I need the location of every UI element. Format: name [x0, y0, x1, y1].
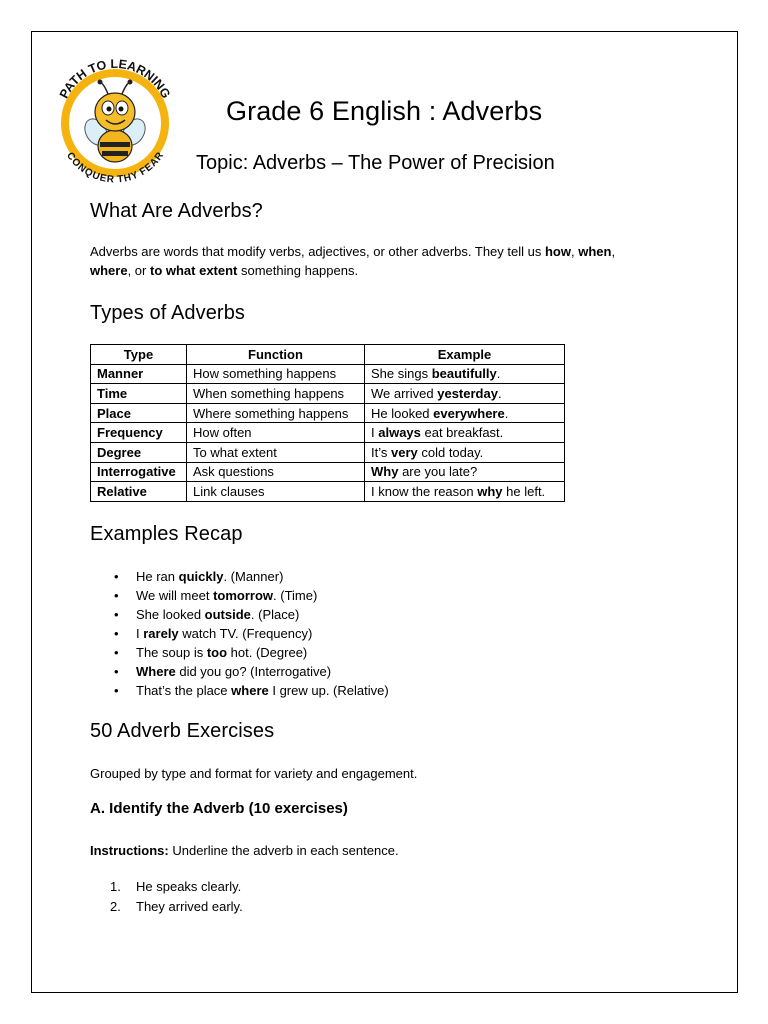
- table-row: [91, 403, 565, 423]
- table-row: [91, 423, 565, 443]
- list-item: 1. He speaks clearly.: [110, 879, 242, 894]
- type-cell: Frequency: [91, 423, 187, 443]
- logo-bottom-text: CONQUER THY FEAR: [64, 150, 166, 186]
- function-cell: Ask questions: [187, 462, 365, 482]
- type-cell: Relative: [91, 482, 187, 502]
- function-cell: How something happens: [187, 364, 365, 384]
- adverb-types-table: [90, 344, 565, 502]
- example-cell: He looked everywhere.: [365, 403, 565, 423]
- bee-logo: [48, 54, 182, 188]
- list-item: • She looked outside. (Place): [114, 605, 389, 624]
- type-cell: Interrogative: [91, 462, 187, 482]
- instructions-paragraph: Instructions: Underline the adverb in each sentence.: [90, 843, 399, 858]
- list-item: • The soup is too hot. (Degree): [114, 643, 389, 662]
- list-item: 2. They arrived early.: [110, 899, 243, 914]
- example-cell: Why are you late?: [365, 462, 565, 482]
- list-item: • He ran quickly. (Manner): [114, 567, 389, 586]
- example-cell: It’s very cold today.: [365, 442, 565, 462]
- type-cell: Manner: [91, 364, 187, 384]
- examples-recap-list: [114, 567, 389, 700]
- heading-adverb-exercises: 50 Adverb Exercises: [90, 720, 275, 742]
- table-row: [91, 384, 565, 404]
- function-cell: How often: [187, 423, 365, 443]
- type-cell: Time: [91, 384, 187, 404]
- example-cell: We arrived yesterday.: [365, 384, 565, 404]
- logo-top-text: PATH TO LEARNING: [56, 56, 174, 101]
- column-header-function: Function: [187, 345, 365, 365]
- table-row: [91, 364, 565, 384]
- heading-examples-recap: Examples Recap: [90, 523, 243, 545]
- list-item: • I rarely watch TV. (Frequency): [114, 624, 389, 643]
- example-cell: She sings beautifully.: [365, 364, 565, 384]
- table-row: [91, 442, 565, 462]
- definition-paragraph: Adverbs are words that modify verbs, adjectives, or other adverbs. They tell us how, when, where, or to what extent something happens.: [90, 244, 616, 278]
- function-cell: Link clauses: [187, 482, 365, 502]
- heading-what-are-adverbs: What Are Adverbs?: [90, 200, 263, 222]
- list-item: • We will meet tomorrow. (Time): [114, 586, 389, 605]
- example-cell: I know the reason why he left.: [365, 482, 565, 502]
- heading-types-of-adverbs: Types of Adverbs: [90, 302, 246, 324]
- table-row: [91, 482, 565, 502]
- list-item: • Where did you go? (Interrogative): [114, 662, 389, 681]
- list-item: • That’s the place where I grew up. (Relative): [114, 681, 389, 700]
- example-cell: I always eat breakfast.: [365, 423, 565, 443]
- topic-subtitle: Topic: Adverbs – The Power of Precision: [196, 152, 555, 174]
- type-cell: Place: [91, 403, 187, 423]
- page-title: Grade 6 English : Adverbs: [226, 96, 543, 126]
- column-header-type: Type: [91, 345, 187, 365]
- section-a-heading: A. Identify the Adverb (10 exercises): [90, 800, 348, 817]
- function-cell: When something happens: [187, 384, 365, 404]
- type-cell: Degree: [91, 442, 187, 462]
- column-header-example: Example: [365, 345, 565, 365]
- function-cell: To what extent: [187, 442, 365, 462]
- function-cell: Where something happens: [187, 403, 365, 423]
- exercises-intro: Grouped by type and format for variety and engagement.: [90, 766, 418, 781]
- table-row: [91, 462, 565, 482]
- exercise-list: [110, 877, 243, 917]
- table-header-row: [91, 345, 565, 365]
